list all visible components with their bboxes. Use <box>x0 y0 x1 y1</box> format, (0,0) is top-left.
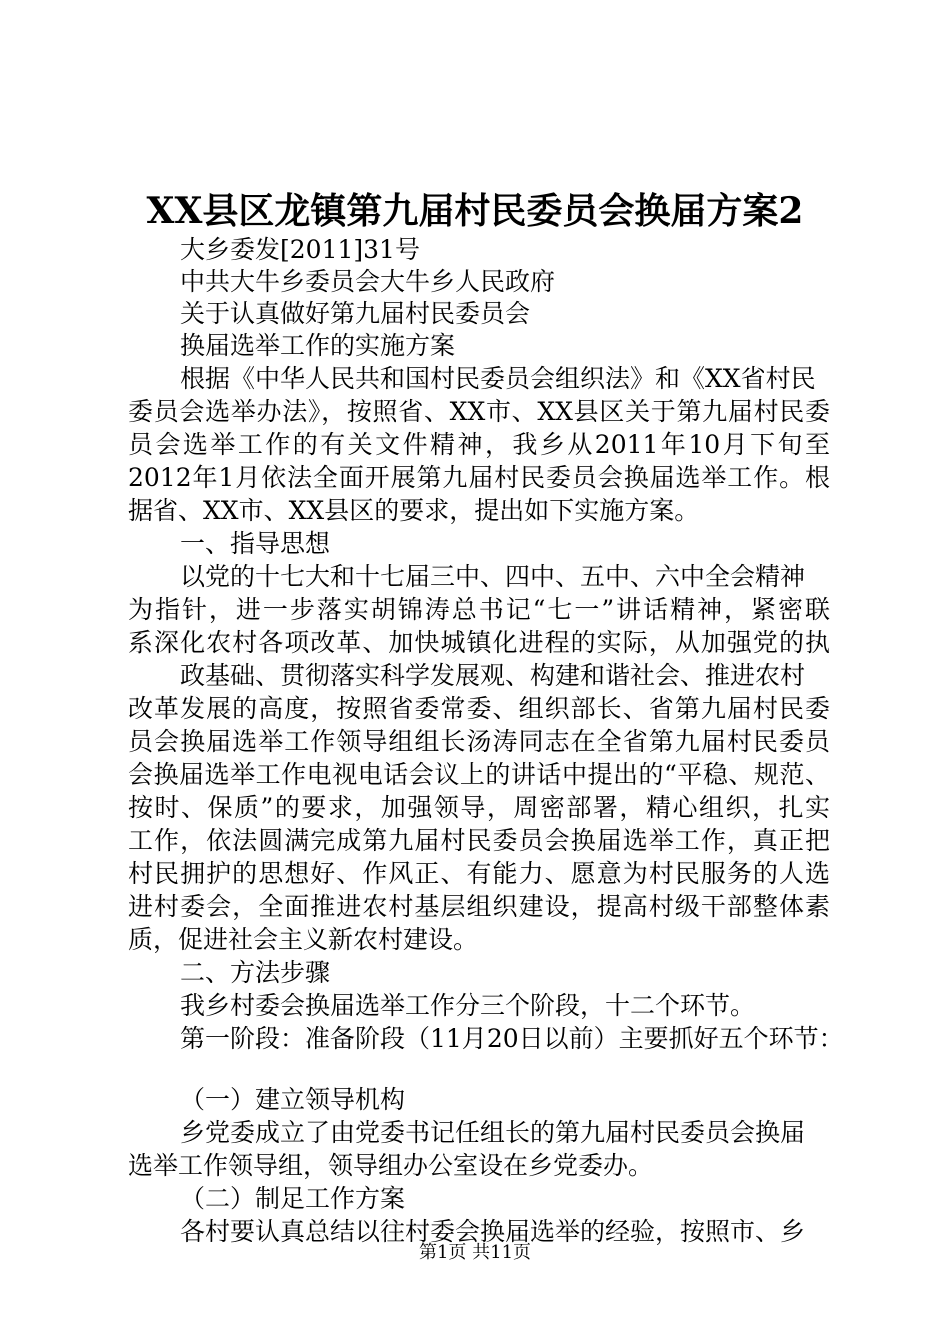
doc-number: 大乡委发[2011]31号 <box>180 235 420 264</box>
paragraph-line: 政基础、贯彻落实科学发展观、构建和谐社会、推进农村 <box>180 661 806 690</box>
paragraph-line: 按时、保质”的要求，加强领导，周密部署，精心组织，扎实 <box>128 793 830 822</box>
paragraph-line: 员会选举工作的有关文件精神，我乡从2011年10月下旬至 <box>128 430 830 459</box>
paragraph-line: 我乡村委会换届选举工作分三个阶段，十二个环节。 <box>180 991 756 1020</box>
paragraph-line: 以党的十七大和十七届三中、四中、五中、六中全会精神 <box>180 562 806 591</box>
page-number: 第1页 共11页 <box>418 1242 532 1263</box>
paragraph-line: 为指针，进一步落实胡锦涛总书记“七一”讲话精神，紧密联 <box>128 595 830 624</box>
paragraph-line: 质，促进社会主义新农村建设。 <box>128 925 479 954</box>
paragraph-line: 系深化农村各项改革、加快城镇化进程的实际，从加强党的执 <box>128 628 830 657</box>
paragraph-line: 2012年1月依法全面开展第九届村民委员会换届选举工作。根 <box>128 463 830 492</box>
paragraph-line: 乡党委成立了由党委书记任组长的第九届村民委员会换届 <box>180 1118 806 1147</box>
paragraph-line: 委员会选举办法》，按照省、XX市、XX县区关于第九届村民委 <box>128 397 830 426</box>
paragraph-line: 据省、XX市、XX县区的要求，提出如下实施方案。 <box>128 496 700 525</box>
paragraph-line: 第一阶段：准备阶段（11月20日以前）主要抓好五个环节： <box>180 1024 844 1053</box>
document-title: XX县区龙镇第九届村民委员会换届方案2 <box>146 190 804 232</box>
paragraph-line: 各村要认真总结以往村委会换届选举的经验，按照市、乡 <box>180 1217 806 1246</box>
section-heading: 一、指导思想 <box>180 529 331 558</box>
paragraph-line: 员会换届选举工作领导组组长汤涛同志在全省第九届村民委员 <box>128 727 830 756</box>
paragraph-line: 根据《中华人民共和国村民委员会组织法》和《XX省村民 <box>180 364 816 393</box>
subsection-heading: （一）建立领导机构 <box>180 1085 406 1114</box>
subtitle-line-1: 关于认真做好第九届村民委员会 <box>180 299 531 328</box>
subsection-heading: （二）制足工作方案 <box>180 1184 406 1213</box>
paragraph-line: 工作，依法圆满完成第九届村民委员会换届选举工作，真正把 <box>128 826 830 855</box>
section-heading: 二、方法步骤 <box>180 958 331 987</box>
paragraph-line: 改革发展的高度，按照省委常委、组织部长、省第九届村民委 <box>128 694 830 723</box>
paragraph-line: 选举工作领导组，领导组办公室设在乡党委办。 <box>128 1151 654 1180</box>
paragraph-line: 村民拥护的思想好、作风正、有能力、愿意为村民服务的人选 <box>128 859 830 888</box>
issuer-line: 中共大牛乡委员会大牛乡人民政府 <box>180 267 556 296</box>
subtitle-line-2: 换届选举工作的实施方案 <box>180 331 456 360</box>
paragraph-line: 会换届选举工作电视电话会议上的讲话中提出的“平稳、规范、 <box>128 760 830 789</box>
paragraph-line: 进村委会，全面推进农村基层组织建设，提高村级干部整体素 <box>128 892 830 921</box>
